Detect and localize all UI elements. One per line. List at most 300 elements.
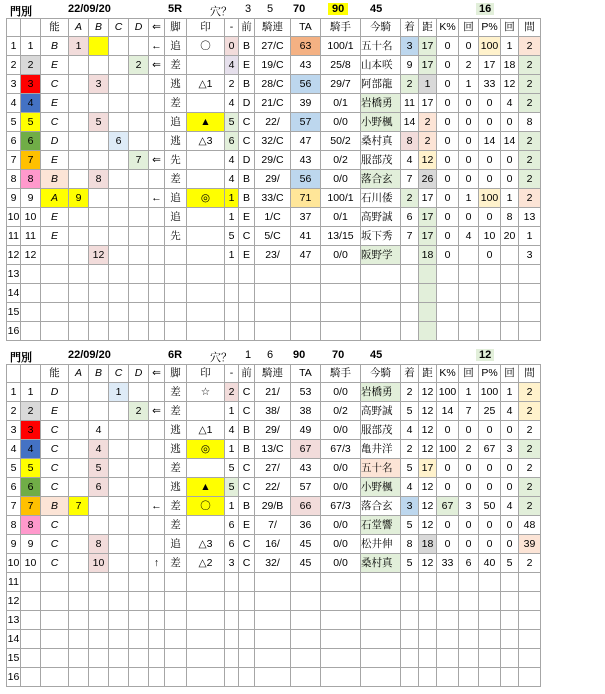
- position-index-cell: 2: [225, 383, 239, 402]
- front-rank-cell: B: [239, 75, 255, 94]
- p-percent-cell: 50: [479, 497, 501, 516]
- jockey-stats-cell: 19/C: [255, 56, 291, 75]
- table-row: [7, 611, 541, 630]
- prediction-mark-cell: [187, 459, 225, 478]
- column-header: B: [89, 365, 109, 383]
- row-number-cell: 7: [7, 151, 21, 170]
- arrow-mark-cell: [149, 440, 165, 459]
- count-2-cell: [501, 284, 519, 303]
- k-percent-cell: [437, 592, 459, 611]
- distance-cell: 12: [419, 516, 437, 535]
- jockey-name-cell: 松井伸: [361, 535, 401, 554]
- rank-c-cell: [109, 554, 129, 573]
- p-percent-cell: 25: [479, 402, 501, 421]
- table-row: [7, 573, 541, 592]
- interval-cell: 8: [519, 113, 541, 132]
- p-percent-cell: 0: [479, 151, 501, 170]
- ta-score-cell: 47: [291, 132, 321, 151]
- jockey-stats-cell: [255, 573, 291, 592]
- ta-score-cell: 45: [291, 535, 321, 554]
- running-style-cell: 逃: [165, 132, 187, 151]
- arrow-mark-cell: [149, 284, 165, 303]
- position-index-cell: 5: [225, 478, 239, 497]
- prediction-mark-cell: [187, 402, 225, 421]
- rank-b-cell: [89, 56, 109, 75]
- header-value-45: 45: [370, 349, 383, 361]
- prediction-mark-cell: [187, 151, 225, 170]
- ta-score-cell: 37: [291, 208, 321, 227]
- interval-cell: [519, 649, 541, 668]
- jockey-name-cell: 服部茂: [361, 421, 401, 440]
- race-number: 6R: [168, 349, 183, 361]
- arrow-mark-cell: [149, 516, 165, 535]
- rank-c-cell: [109, 94, 129, 113]
- ability-rank-cell: C: [41, 113, 69, 132]
- column-header: B: [89, 19, 109, 37]
- gate-number-cell: [21, 322, 41, 341]
- count-1-cell: [459, 630, 479, 649]
- gate-number-cell: [21, 573, 41, 592]
- rank-a-cell: [69, 668, 89, 687]
- front-rank-cell: B: [239, 440, 255, 459]
- ability-rank-cell: [41, 265, 69, 284]
- front-rank-cell: C: [239, 113, 255, 132]
- prediction-mark-cell: △3: [187, 132, 225, 151]
- running-style-cell: 先: [165, 151, 187, 170]
- distance-cell: 12: [419, 402, 437, 421]
- jockey-stats-cell: 38/: [255, 402, 291, 421]
- jockey-stats-cell: [255, 265, 291, 284]
- interval-cell: 2: [519, 383, 541, 402]
- rank-c-cell: [109, 421, 129, 440]
- running-style-cell: 逃: [165, 421, 187, 440]
- jockey-name-cell: 小野楓: [361, 113, 401, 132]
- running-style-cell: 追: [165, 37, 187, 56]
- gate-number-cell: 3: [21, 421, 41, 440]
- column-header: D: [129, 19, 149, 37]
- arrow-mark-cell: [149, 170, 165, 189]
- rank-d-cell: [129, 322, 149, 341]
- front-rank-cell: [239, 592, 255, 611]
- distance-cell: [419, 322, 437, 341]
- front-rank-cell: [239, 630, 255, 649]
- count-2-cell: 14: [501, 132, 519, 151]
- running-style-cell: [165, 630, 187, 649]
- rank-d-cell: [129, 37, 149, 56]
- rank-c-cell: [109, 189, 129, 208]
- gate-number-cell: 6: [21, 478, 41, 497]
- table-row: [7, 227, 541, 246]
- prediction-mark-cell: [187, 208, 225, 227]
- distance-cell: [419, 668, 437, 687]
- p-percent-cell: 0: [479, 246, 501, 265]
- finish-cell: 7: [401, 170, 419, 189]
- column-header: C: [109, 365, 129, 383]
- gate-number-cell: 4: [21, 94, 41, 113]
- p-percent-cell: 10: [479, 227, 501, 246]
- finish-cell: 11: [401, 94, 419, 113]
- arrow-mark-cell: ⇐: [149, 151, 165, 170]
- table-row: [7, 497, 541, 516]
- rank-a-cell: [69, 56, 89, 75]
- arrow-mark-cell: [149, 383, 165, 402]
- prediction-mark-cell: [187, 573, 225, 592]
- prediction-mark-cell: ▲: [187, 478, 225, 497]
- rank-c-cell: [109, 516, 129, 535]
- jockey-ratio-cell: 100/1: [321, 37, 361, 56]
- distance-cell: 18: [419, 246, 437, 265]
- ability-rank-cell: B: [41, 497, 69, 516]
- count-2-cell: 0: [501, 478, 519, 497]
- distance-cell: 12: [419, 421, 437, 440]
- p-percent-cell: [479, 303, 501, 322]
- column-header: 騎連: [255, 19, 291, 37]
- rank-c-cell: [109, 246, 129, 265]
- row-number-cell: 10: [7, 208, 21, 227]
- count-1-cell: 0: [459, 37, 479, 56]
- jockey-ratio-cell: 67/3: [321, 497, 361, 516]
- row-number-cell: 12: [7, 246, 21, 265]
- rank-b-cell: [89, 303, 109, 322]
- rank-a-cell: [69, 573, 89, 592]
- column-header: ⇐: [149, 19, 165, 37]
- jockey-ratio-cell: 0/0: [321, 421, 361, 440]
- k-percent-cell: [437, 630, 459, 649]
- k-percent-cell: 0: [437, 246, 459, 265]
- jockey-ratio-cell: 67/3: [321, 440, 361, 459]
- finish-cell: 2: [401, 189, 419, 208]
- row-number-cell: 1: [7, 383, 21, 402]
- header-value-90: 90: [328, 3, 348, 15]
- row-number-cell: 3: [7, 75, 21, 94]
- ta-score-cell: [291, 573, 321, 592]
- p-percent-cell: [479, 284, 501, 303]
- jockey-name-cell: 岩橋勇: [361, 383, 401, 402]
- count-2-cell: 1: [501, 189, 519, 208]
- k-percent-cell: 14: [437, 402, 459, 421]
- jockey-stats-cell: 32/: [255, 554, 291, 573]
- finish-cell: [401, 265, 419, 284]
- track-name: 門別: [10, 352, 32, 364]
- prediction-mark-cell: [187, 611, 225, 630]
- ability-rank-cell: E: [41, 94, 69, 113]
- running-style-cell: 追: [165, 113, 187, 132]
- ta-score-cell: [291, 322, 321, 341]
- table-row: [7, 421, 541, 440]
- prediction-mark-cell: [187, 592, 225, 611]
- running-style-cell: [165, 322, 187, 341]
- k-percent-cell: [437, 611, 459, 630]
- column-header: 前: [239, 19, 255, 37]
- rank-a-cell: [69, 265, 89, 284]
- k-percent-cell: [437, 322, 459, 341]
- front-rank-cell: [239, 284, 255, 303]
- rank-b-cell: [89, 37, 109, 56]
- count-2-cell: 4: [501, 497, 519, 516]
- count-1-cell: [459, 265, 479, 284]
- interval-cell: [519, 265, 541, 284]
- count-1-cell: 7: [459, 402, 479, 421]
- rank-c-cell: [109, 170, 129, 189]
- count-2-cell: [501, 246, 519, 265]
- count-2-cell: 12: [501, 75, 519, 94]
- front-rank-cell: [239, 303, 255, 322]
- rank-a-cell: [69, 246, 89, 265]
- prediction-mark-cell: △2: [187, 554, 225, 573]
- rank-b-cell: 3: [89, 75, 109, 94]
- jockey-name-cell: 阪野学: [361, 246, 401, 265]
- p-percent-cell: 40: [479, 554, 501, 573]
- table-row: [7, 649, 541, 668]
- finish-cell: 3: [401, 37, 419, 56]
- front-rank-cell: E: [239, 56, 255, 75]
- arrow-mark-cell: [149, 668, 165, 687]
- jockey-name-cell: 桑村真: [361, 132, 401, 151]
- rank-a-cell: [69, 630, 89, 649]
- arrow-mark-cell: [149, 303, 165, 322]
- rank-b-cell: [89, 322, 109, 341]
- distance-cell: 17: [419, 37, 437, 56]
- rank-a-cell: [69, 478, 89, 497]
- gate-number-cell: 12: [21, 246, 41, 265]
- distance-cell: 2: [419, 113, 437, 132]
- finish-cell: 8: [401, 132, 419, 151]
- ta-score-cell: 39: [291, 94, 321, 113]
- running-style-cell: 差: [165, 516, 187, 535]
- rank-c-cell: [109, 322, 129, 341]
- rank-b-cell: 4: [89, 421, 109, 440]
- distance-cell: 17: [419, 56, 437, 75]
- count-2-cell: 8: [501, 208, 519, 227]
- p-percent-cell: [479, 630, 501, 649]
- rank-b-cell: [89, 151, 109, 170]
- count-2-cell: [501, 573, 519, 592]
- jockey-ratio-cell: [321, 322, 361, 341]
- row-number-cell: 9: [7, 535, 21, 554]
- ability-rank-cell: C: [41, 478, 69, 497]
- track-name: 門別: [10, 6, 32, 18]
- jockey-stats-cell: 22/: [255, 478, 291, 497]
- p-percent-cell: 17: [479, 56, 501, 75]
- front-rank-cell: E: [239, 246, 255, 265]
- k-percent-cell: 0: [437, 421, 459, 440]
- rank-c-cell: [109, 535, 129, 554]
- rank-b-cell: [89, 383, 109, 402]
- front-rank-cell: D: [239, 151, 255, 170]
- k-percent-cell: [437, 303, 459, 322]
- rank-d-cell: [129, 189, 149, 208]
- gate-number-cell: 10: [21, 554, 41, 573]
- jockey-ratio-cell: 0/0: [321, 554, 361, 573]
- prediction-mark-cell: [187, 322, 225, 341]
- interval-cell: [519, 611, 541, 630]
- rank-a-cell: [69, 421, 89, 440]
- jockey-stats-cell: 29/B: [255, 497, 291, 516]
- prediction-mark-cell: [187, 246, 225, 265]
- rank-a-cell: [69, 402, 89, 421]
- ta-score-cell: 57: [291, 113, 321, 132]
- prediction-mark-cell: [187, 170, 225, 189]
- gate-number-cell: [21, 265, 41, 284]
- ability-rank-cell: C: [41, 421, 69, 440]
- ta-score-cell: [291, 284, 321, 303]
- rank-d-cell: [129, 227, 149, 246]
- k-percent-cell: 0: [437, 535, 459, 554]
- jockey-name-cell: 服部茂: [361, 151, 401, 170]
- arrow-mark-cell: [149, 208, 165, 227]
- rank-b-cell: 4: [89, 440, 109, 459]
- rank-a-cell: [69, 132, 89, 151]
- ana-label: 穴？: [210, 352, 232, 364]
- row-number-cell: 14: [7, 630, 21, 649]
- running-style-cell: 先: [165, 227, 187, 246]
- rank-d-cell: [129, 94, 149, 113]
- rank-b-cell: [89, 573, 109, 592]
- running-style-cell: 差: [165, 402, 187, 421]
- jockey-stats-cell: [255, 630, 291, 649]
- jockey-stats-cell: [255, 649, 291, 668]
- count-2-cell: 5: [501, 554, 519, 573]
- jockey-stats-cell: 22/: [255, 113, 291, 132]
- rank-b-cell: [89, 592, 109, 611]
- interval-cell: [519, 303, 541, 322]
- prediction-mark-cell: [187, 516, 225, 535]
- row-number-cell: 6: [7, 132, 21, 151]
- jockey-name-cell: [361, 668, 401, 687]
- ta-score-cell: 63: [291, 37, 321, 56]
- rank-d-cell: [129, 421, 149, 440]
- count-1-cell: 0: [459, 516, 479, 535]
- ta-score-cell: 43: [291, 56, 321, 75]
- arrow-mark-cell: [149, 132, 165, 151]
- count-2-cell: 4: [501, 94, 519, 113]
- count-2-cell: [501, 322, 519, 341]
- table-row: [7, 383, 541, 402]
- prediction-mark-cell: [187, 227, 225, 246]
- count-2-cell: 0: [501, 459, 519, 478]
- rank-d-cell: [129, 554, 149, 573]
- k-percent-cell: 0: [437, 132, 459, 151]
- header-value-70: 70: [293, 3, 306, 15]
- front-rank-cell: D: [239, 94, 255, 113]
- rank-d-cell: [129, 246, 149, 265]
- rank-d-cell: [129, 170, 149, 189]
- jockey-ratio-cell: [321, 668, 361, 687]
- jockey-ratio-cell: 0/1: [321, 94, 361, 113]
- prediction-mark-cell: [187, 630, 225, 649]
- table-row: [7, 535, 541, 554]
- row-number-cell: 9: [7, 189, 21, 208]
- jockey-stats-cell: 32/C: [255, 132, 291, 151]
- k-percent-cell: 0: [437, 516, 459, 535]
- arrow-mark-cell: [149, 630, 165, 649]
- rank-d-cell: [129, 668, 149, 687]
- column-header: [21, 19, 41, 37]
- column-header: D: [129, 365, 149, 383]
- rank-a-cell: [69, 383, 89, 402]
- p-percent-cell: 0: [479, 516, 501, 535]
- position-index-cell: 1: [225, 440, 239, 459]
- rank-b-cell: [89, 189, 109, 208]
- jockey-ratio-cell: 0/0: [321, 516, 361, 535]
- arrow-mark-cell: ⇐: [149, 402, 165, 421]
- front-rank-cell: C: [239, 383, 255, 402]
- p-percent-cell: 100: [479, 383, 501, 402]
- row-number-cell: 14: [7, 284, 21, 303]
- running-style-cell: 逃: [165, 75, 187, 94]
- table-row: [7, 208, 541, 227]
- running-style-cell: 差: [165, 497, 187, 516]
- jockey-name-cell: [361, 303, 401, 322]
- p-percent-cell: 33: [479, 75, 501, 94]
- ability-rank-cell: [41, 649, 69, 668]
- count-1-cell: 0: [459, 478, 479, 497]
- count-1-cell: [459, 573, 479, 592]
- count-1-cell: 3: [459, 497, 479, 516]
- p-percent-cell: [479, 322, 501, 341]
- gate-number-cell: [21, 303, 41, 322]
- position-index-cell: 4: [225, 94, 239, 113]
- column-header: 印: [187, 19, 225, 37]
- jockey-ratio-cell: 0/0: [321, 113, 361, 132]
- race-date: 22/09/20: [68, 3, 111, 15]
- ability-rank-cell: C: [41, 535, 69, 554]
- jockey-name-cell: [361, 592, 401, 611]
- rank-b-cell: [89, 227, 109, 246]
- row-number-cell: 11: [7, 227, 21, 246]
- rank-b-cell: 10: [89, 554, 109, 573]
- prediction-mark-cell: △1: [187, 75, 225, 94]
- rank-a-cell: [69, 75, 89, 94]
- position-index-cell: 3: [225, 554, 239, 573]
- jockey-ratio-cell: 100/1: [321, 189, 361, 208]
- row-number-cell: 15: [7, 649, 21, 668]
- jockey-name-cell: [361, 611, 401, 630]
- prediction-mark-cell: [187, 284, 225, 303]
- distance-cell: [419, 630, 437, 649]
- count-1-cell: [459, 668, 479, 687]
- jockey-stats-cell: 13/C: [255, 440, 291, 459]
- table-row: [7, 630, 541, 649]
- rank-a-cell: [69, 113, 89, 132]
- finish-cell: 2: [401, 383, 419, 402]
- rank-b-cell: [89, 132, 109, 151]
- front-rank-cell: E: [239, 208, 255, 227]
- position-index-cell: 1: [225, 497, 239, 516]
- front-rank-cell: C: [239, 554, 255, 573]
- row-number-cell: 5: [7, 113, 21, 132]
- count-2-cell: [501, 303, 519, 322]
- k-percent-cell: 0: [437, 37, 459, 56]
- p-percent-cell: 0: [479, 170, 501, 189]
- rank-a-cell: [69, 284, 89, 303]
- k-percent-cell: [437, 265, 459, 284]
- rank-d-cell: 7: [129, 151, 149, 170]
- jockey-ratio-cell: 0/0: [321, 246, 361, 265]
- row-number-cell: 5: [7, 459, 21, 478]
- prediction-mark-cell: ▲: [187, 113, 225, 132]
- rank-b-cell: [89, 497, 109, 516]
- gate-number-cell: 7: [21, 497, 41, 516]
- front-rank-cell: [239, 573, 255, 592]
- jockey-stats-cell: [255, 611, 291, 630]
- ta-score-cell: 49: [291, 421, 321, 440]
- finish-cell: 4: [401, 478, 419, 497]
- rank-d-cell: [129, 208, 149, 227]
- position-index-cell: [225, 592, 239, 611]
- rank-c-cell: [109, 284, 129, 303]
- gate-number-cell: 11: [21, 227, 41, 246]
